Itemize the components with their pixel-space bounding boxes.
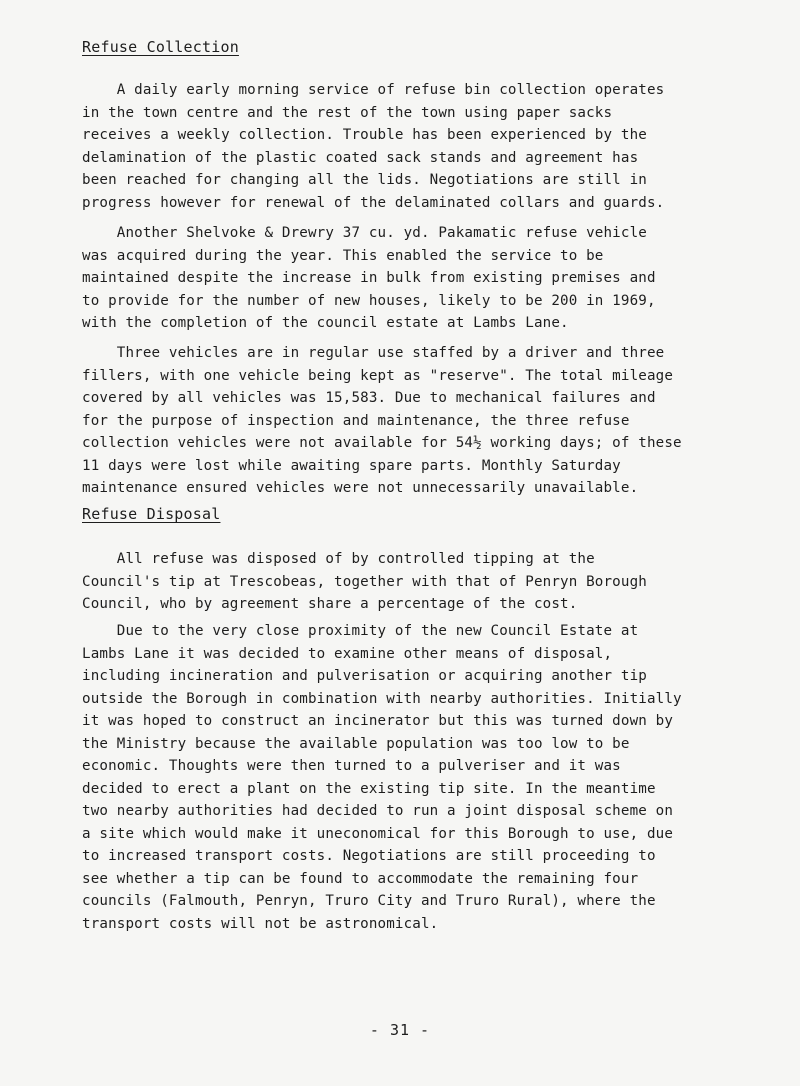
text-line: in the town centre and the rest of the town using paper sacks	[82, 104, 613, 121]
text-line: been reached for changing all the lids. Negotiations are still in	[82, 172, 647, 188]
text-line: receives a weekly collection. Trouble has been experienced by the	[82, 127, 647, 143]
text-line: collection vehicles were not available for 54½ working days; of these	[82, 435, 682, 451]
text-line: A daily early morning service of refuse bin collection operates	[82, 82, 665, 98]
text-line: All refuse was disposed of by controlled tipping at the	[82, 551, 595, 567]
text-line: Lambs Lane it was decided to examine other means of disposal,	[82, 645, 613, 662]
text-line: Another Shelvoke & Drewry 37 cu. yd. Pakamatic refuse vehicle	[82, 225, 647, 241]
text-line: it was hoped to construct an incinerator but this was turned down by	[82, 713, 674, 729]
paragraph-controlled-tipping	[82, 548, 762, 616]
paragraph-new-vehicle	[82, 222, 762, 335]
text-line: Council's tip at Trescobeas, together with that of Penryn Borough	[82, 573, 647, 590]
text-line: two nearby authorities had decided to run a joint disposal scheme on	[82, 803, 674, 819]
text-line: delamination of the plastic coated sack stands and agreement has	[82, 149, 639, 166]
text-line: a site which would make it uneconomical for this Borough to use, due	[82, 825, 674, 842]
text-line: 11 days were lost while awaiting spare parts. Monthly Saturday	[82, 457, 621, 474]
text-line: Three vehicles are in regular use staffed by a driver and three	[82, 345, 665, 361]
text-line: to provide for the number of new houses, likely to be 200 in 1969,	[82, 292, 656, 309]
text-line: with the completion of the council estate at Lambs Lane.	[82, 315, 569, 331]
text-line: the Ministry because the available population was too low to be	[82, 735, 630, 752]
text-line: maintained despite the increase in bulk from existing premises and	[82, 270, 656, 286]
text-line: to increased transport costs. Negotiations are still proceeding to	[82, 848, 656, 864]
text-line: including incineration and pulverisation or acquiring another tip	[82, 668, 647, 684]
text-line: for the purpose of inspection and maintenance, the three refuse	[82, 412, 630, 429]
section-heading-refuse-collection: Refuse Collection	[82, 38, 239, 56]
text-line: was acquired during the year. This enabled the service to be	[82, 247, 604, 264]
page-number: - 31 -	[369, 1021, 431, 1039]
text-line: Council, who by agreement share a percentage of the cost.	[82, 596, 578, 612]
paragraph-vehicles-mileage	[82, 342, 762, 500]
text-line: see whether a tip can be found to accommodate the remaining four	[82, 870, 639, 887]
text-line: Due to the very close proximity of the new Council Estate at	[82, 623, 639, 639]
text-line: outside the Borough in combination with nearby authorities. Initially	[82, 690, 682, 707]
text-line: fillers, with one vehicle being kept as "reserve". The total mileage	[82, 367, 674, 384]
text-line: councils (Falmouth, Penryn, Truro City and Truro Rural), where the	[82, 893, 656, 909]
text-line: maintenance ensured vehicles were not unnecessarily unavailable.	[82, 480, 639, 496]
paragraph-collection-service	[82, 79, 762, 214]
text-line: progress however for renewal of the delaminated collars and guards.	[82, 194, 665, 211]
text-line: economic. Thoughts were then turned to a pulveriser and it was	[82, 758, 621, 774]
text-line: decided to erect a plant on the existing tip site. In the meantime	[82, 780, 656, 797]
section-heading-refuse-disposal: Refuse Disposal	[82, 505, 221, 523]
paragraph-disposal-alternatives	[82, 620, 762, 935]
text-line: covered by all vehicles was 15,583. Due to mechanical failures and	[82, 390, 656, 406]
text-line: transport costs will not be astronomical.	[82, 915, 439, 932]
